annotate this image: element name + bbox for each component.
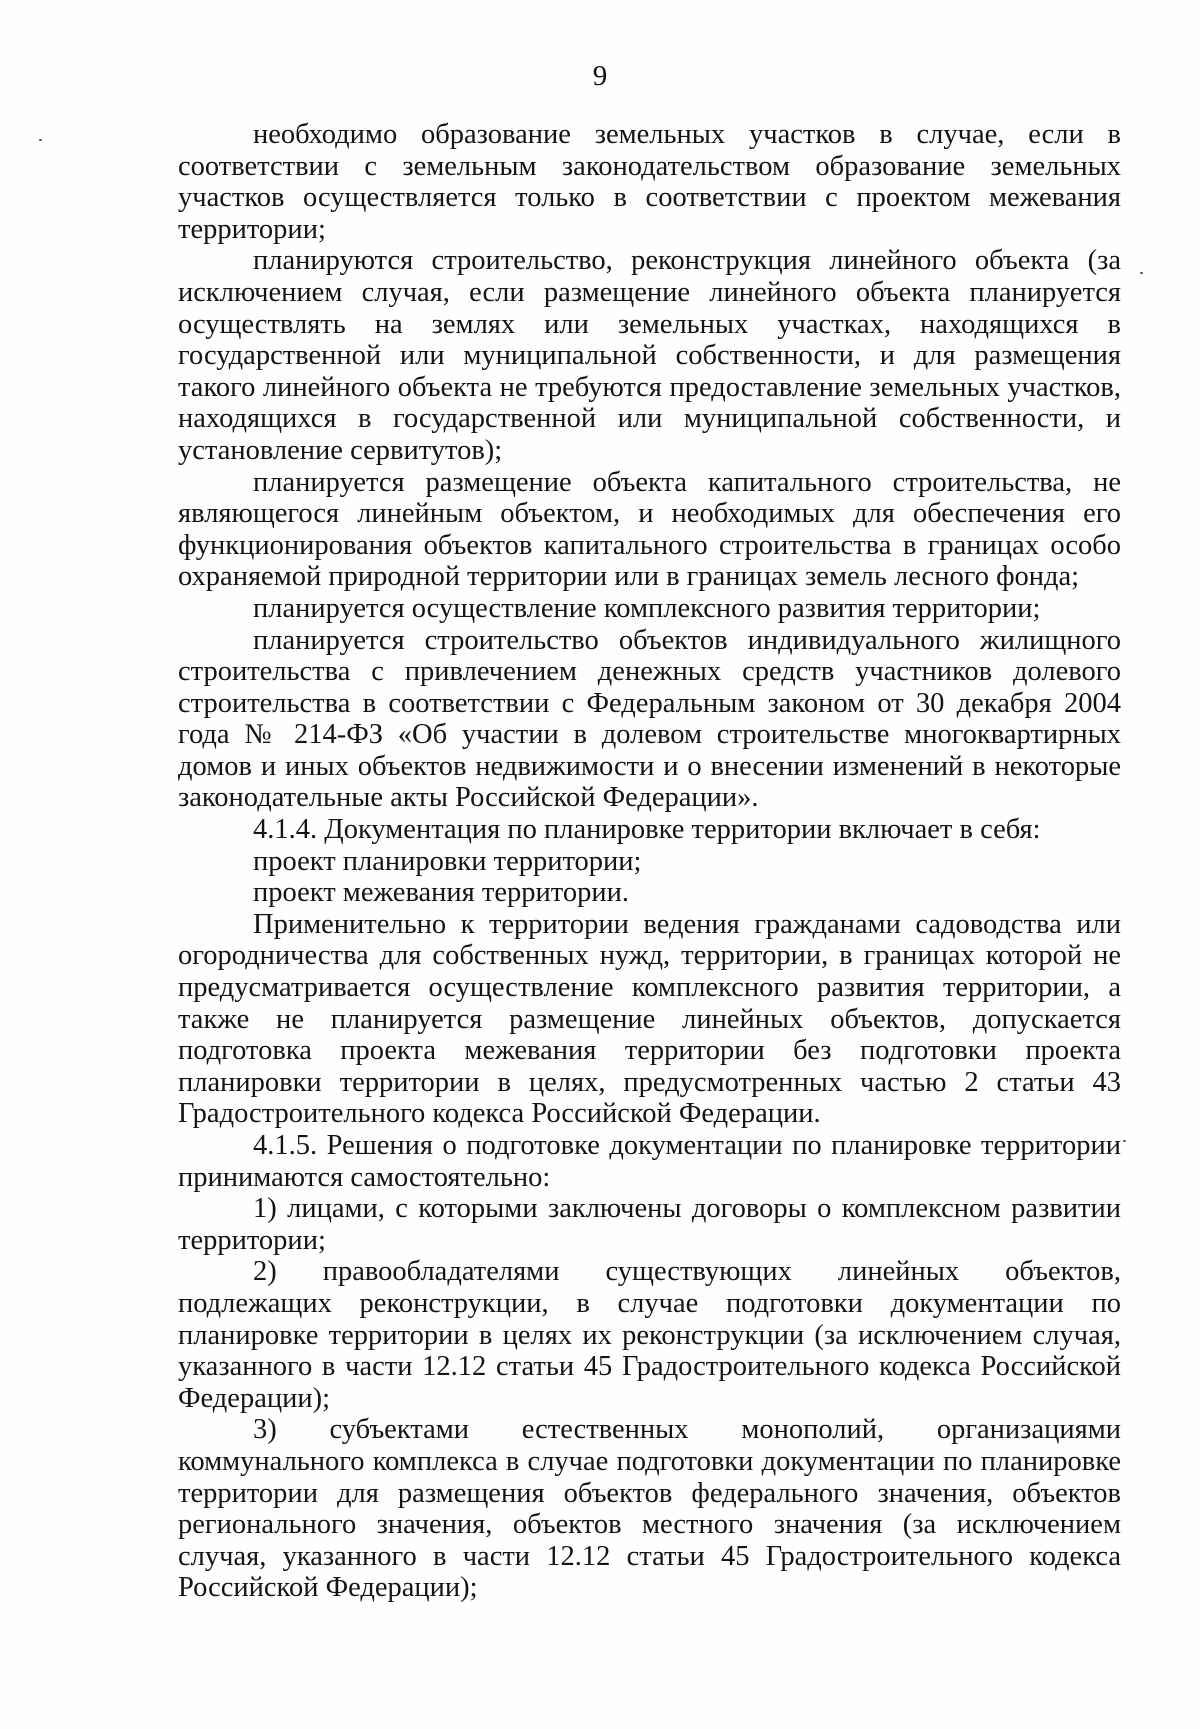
paragraph-gardening-territory: Применительно к территории ведения гражданами садоводства или огородничества для собственных нужд, территории, в границах которой не предусматривается осуществление комплексного развития территории, а также не планируется размещение линейных объектов, допускается подготовка проекта межевания территории без подготовки проекта планировки территории в целях, предусмотренных частью 2 статьи 43 Градостроительного кодекса Российской Федерации. (178, 908, 1121, 1130)
paragraph-4-1-4: 4.1.4. Документация по планировке территории включает в себя: (253, 814, 1041, 846)
paragraph-item-2: 2) правообладателями существующих линейных объектов, подлежащих реконструкции, в случае подготовки документации по планировке территории в целях их реконструкции (за исключением случая, указанного в части 12.12 статьи 45 Градостроительного кодекса Российской Федерации); (178, 1256, 1121, 1414)
paragraph-surveying-project: проект межевания территории. (253, 877, 629, 909)
paragraph-item-3: 3) субъектами естественных монополий, организациями коммунального комплекса в случае подготовки документации по планировке территории для размещения объектов федерального значения, объектов регионального значения, объектов местного значения (за исключением случая, указанного в части 12.12 статьи 45 Градостроительного кодекса Российской Федерации); (178, 1414, 1121, 1604)
paragraph-planning-project: проект планировки территории; (253, 845, 642, 877)
page-number: 9 (592, 60, 608, 92)
document-body (178, 119, 1121, 1604)
scan-speck (1123, 1140, 1126, 1142)
scan-speck (39, 139, 42, 141)
paragraph-item-1: 1) лицами, с которыми заключены договоры о комплексном развитии территории; (178, 1193, 1121, 1256)
paragraph-capital-construction: планируется размещение объекта капитального строительства, не являющегося линейным объектом, и необходимых для обеспечения его функционирования объектов капитального строительства в границах особо охраняемой природной территории или в границах земель лесного фонда; (178, 466, 1121, 593)
paragraph-land-plots: необходимо образование земельных участков в случае, если в соответствии с земельным законодательством образование земельных участков осуществляется только в соответствии с проектом межевания территории; (178, 119, 1121, 245)
paragraph-individual-housing: планируется строительство объектов индивидуального жилищного строительства с привлечением денежных средств участников долевого строительства в соответствии с Федеральным законом от 30 декабря 2004 года № 214-ФЗ «Об участии в долевом строительстве многоквартирных домов и иных объектов недвижимости и о внесении изменений в некоторые законодательные акты Российской Федерации». (178, 624, 1121, 814)
paragraph-complex-development: планируется осуществление комплексного развития территории; (253, 592, 1041, 624)
scan-speck (1140, 272, 1143, 274)
paragraph-linear-object: планируются строительство, реконструкция линейного объекта (за исключением случая, если размещение линейного объекта планируется осуществлять на землях или земельных участках, находящихся в государственной или муниципальной собственности, и для размещения такого линейного объекта не требуются предоставление земельных участков, находящихся в государственной или муниципальной собственности, и установление сервитутов); (178, 245, 1121, 466)
paragraph-4-1-5: 4.1.5. Решения о подготовке документации по планировке территории принимаются самостоятельно: (178, 1130, 1121, 1193)
